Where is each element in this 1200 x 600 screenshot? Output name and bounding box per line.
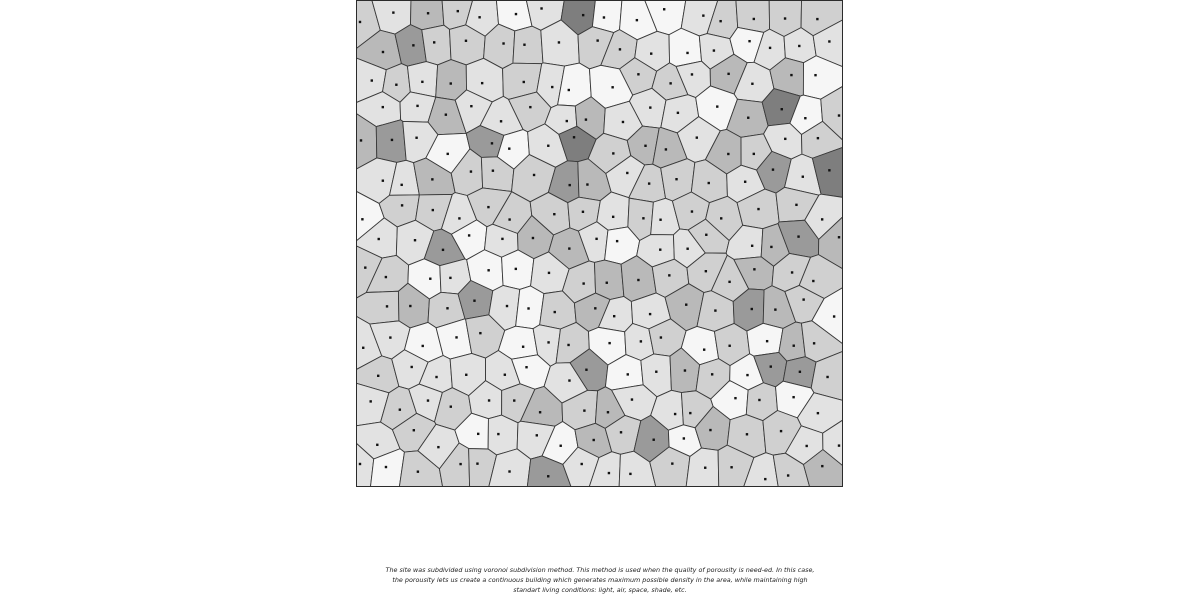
- site-point: [477, 433, 479, 435]
- site-point: [414, 239, 416, 241]
- site-point: [392, 11, 394, 13]
- site-point: [504, 374, 506, 376]
- site-point: [455, 336, 457, 338]
- site-point: [713, 49, 715, 51]
- site-point: [487, 269, 489, 271]
- site-point: [569, 184, 571, 186]
- site-point: [458, 217, 460, 219]
- site-point: [547, 145, 549, 147]
- site-point: [468, 234, 470, 236]
- site-point: [391, 139, 393, 141]
- site-point: [714, 309, 716, 311]
- site-point: [515, 268, 517, 270]
- site-point: [751, 83, 753, 85]
- site-point: [817, 137, 819, 139]
- site-point: [798, 45, 800, 47]
- site-point: [359, 21, 361, 23]
- site-point: [413, 429, 415, 431]
- site-point: [533, 174, 535, 176]
- site-point: [369, 400, 371, 402]
- site-point: [558, 41, 560, 43]
- site-point: [457, 10, 459, 12]
- voronoi-cell: [594, 260, 623, 299]
- site-point: [691, 73, 693, 75]
- site-point: [838, 114, 840, 116]
- site-point: [686, 52, 688, 54]
- site-point: [727, 73, 729, 75]
- site-point: [608, 472, 610, 474]
- site-point: [548, 272, 550, 274]
- site-point: [508, 470, 510, 472]
- site-point: [637, 279, 639, 281]
- site-point: [491, 142, 493, 144]
- site-point: [702, 14, 704, 16]
- site-point: [603, 16, 605, 18]
- site-point: [833, 315, 835, 317]
- site-point: [802, 176, 804, 178]
- site-point: [594, 307, 596, 309]
- site-point: [568, 247, 570, 249]
- site-point: [473, 300, 475, 302]
- site-point: [508, 147, 510, 149]
- site-point: [677, 112, 679, 114]
- voronoi-cell: [356, 291, 399, 324]
- site-point: [660, 336, 662, 338]
- site-point: [797, 235, 799, 237]
- site-point: [720, 217, 722, 219]
- site-point: [447, 153, 449, 155]
- site-point: [554, 311, 556, 313]
- voronoi-cell: [422, 25, 451, 65]
- site-point: [649, 313, 651, 315]
- site-point: [631, 398, 633, 400]
- site-point: [378, 238, 380, 240]
- site-point: [826, 376, 828, 378]
- site-point: [770, 246, 772, 248]
- site-point: [671, 462, 673, 464]
- site-point: [450, 82, 452, 84]
- site-point: [421, 81, 423, 83]
- site-point: [459, 463, 461, 465]
- site-point: [751, 245, 753, 247]
- site-point: [784, 138, 786, 140]
- site-point: [540, 7, 542, 9]
- site-point: [371, 79, 373, 81]
- site-point: [748, 40, 750, 42]
- site-point: [675, 178, 677, 180]
- site-point: [502, 42, 504, 44]
- site-point: [583, 409, 585, 411]
- site-point: [522, 346, 524, 348]
- site-point: [595, 238, 597, 240]
- site-point: [359, 463, 361, 465]
- site-point: [753, 18, 755, 20]
- site-point: [619, 48, 621, 50]
- site-point: [821, 218, 823, 220]
- site-point: [385, 276, 387, 278]
- site-point: [770, 365, 772, 367]
- site-point: [705, 234, 707, 236]
- site-point: [648, 182, 650, 184]
- site-point: [663, 8, 665, 10]
- site-point: [612, 216, 614, 218]
- site-point: [416, 105, 418, 107]
- site-point: [532, 237, 534, 239]
- site-point: [492, 169, 494, 171]
- site-point: [362, 347, 364, 349]
- site-point: [551, 86, 553, 88]
- site-point: [382, 106, 384, 108]
- site-point: [817, 412, 819, 414]
- site-point: [385, 466, 387, 468]
- site-point: [500, 120, 502, 122]
- site-point: [804, 117, 806, 119]
- site-point: [838, 444, 840, 446]
- site-point: [470, 105, 472, 107]
- site-point: [730, 466, 732, 468]
- site-point: [674, 413, 676, 415]
- site-point: [376, 444, 378, 446]
- site-point: [791, 271, 793, 273]
- site-point: [382, 51, 384, 53]
- site-point: [506, 305, 508, 307]
- site-point: [450, 405, 452, 407]
- voronoi-diagram: [356, 0, 843, 487]
- site-point: [691, 210, 693, 212]
- site-point: [553, 213, 555, 215]
- site-point: [659, 219, 661, 221]
- site-point: [795, 204, 797, 206]
- site-point: [582, 282, 584, 284]
- site-point: [487, 206, 489, 208]
- site-point: [650, 52, 652, 54]
- site-point: [636, 19, 638, 21]
- site-point: [649, 106, 651, 108]
- site-point: [412, 44, 414, 46]
- site-point: [685, 303, 687, 305]
- site-point: [758, 399, 760, 401]
- site-point: [582, 14, 584, 16]
- site-point: [515, 13, 517, 15]
- site-point: [705, 270, 707, 272]
- site-point: [792, 396, 794, 398]
- site-point: [465, 374, 467, 376]
- site-point: [497, 433, 499, 435]
- site-point: [613, 315, 615, 317]
- site-point: [445, 113, 447, 115]
- voronoi-cell: [488, 415, 518, 455]
- site-point: [399, 408, 401, 410]
- site-point: [669, 82, 671, 84]
- site-point: [727, 153, 729, 155]
- site-point: [567, 344, 569, 346]
- site-point: [608, 342, 610, 344]
- site-point: [790, 74, 792, 76]
- site-point: [637, 73, 639, 75]
- site-point: [644, 145, 646, 147]
- voronoi-cells: [356, 0, 843, 487]
- site-point: [449, 277, 451, 279]
- site-point: [479, 332, 481, 334]
- site-point: [734, 397, 736, 399]
- site-point: [513, 399, 515, 401]
- site-point: [668, 274, 670, 276]
- site-point: [709, 429, 711, 431]
- site-point: [470, 170, 472, 172]
- site-point: [465, 40, 467, 42]
- site-point: [655, 371, 657, 373]
- site-point: [409, 305, 411, 307]
- site-point: [427, 12, 429, 14]
- site-point: [813, 342, 815, 344]
- site-point: [364, 266, 366, 268]
- site-point: [780, 430, 782, 432]
- site-point: [539, 411, 541, 413]
- site-point: [501, 238, 503, 240]
- site-point: [719, 20, 721, 22]
- site-point: [607, 411, 609, 413]
- voronoi-cell: [736, 0, 770, 32]
- site-point: [708, 182, 710, 184]
- site-point: [689, 412, 691, 414]
- site-point: [433, 41, 435, 43]
- site-point: [751, 308, 753, 310]
- site-point: [686, 248, 688, 250]
- site-point: [429, 278, 431, 280]
- voronoi-cell: [502, 250, 534, 290]
- site-point: [659, 248, 661, 250]
- site-point: [747, 117, 749, 119]
- site-point: [838, 236, 840, 238]
- voronoi-cell: [411, 0, 444, 30]
- site-point: [431, 178, 433, 180]
- site-point: [442, 249, 444, 251]
- site-point: [395, 84, 397, 86]
- site-point: [432, 209, 434, 211]
- site-point: [696, 136, 698, 138]
- site-point: [422, 345, 424, 347]
- site-point: [766, 340, 768, 342]
- site-point: [781, 108, 783, 110]
- site-point: [665, 148, 667, 150]
- site-point: [716, 105, 718, 107]
- site-point: [744, 181, 746, 183]
- voronoi-cell: [513, 26, 543, 64]
- site-point: [389, 336, 391, 338]
- site-point: [593, 439, 595, 441]
- site-point: [536, 434, 538, 436]
- site-point: [784, 17, 786, 19]
- voronoi-cell: [747, 323, 783, 356]
- site-point: [622, 121, 624, 123]
- site-point: [828, 169, 830, 171]
- site-point: [400, 184, 402, 186]
- site-point: [612, 152, 614, 154]
- site-point: [828, 40, 830, 42]
- site-point: [568, 89, 570, 91]
- site-point: [596, 39, 598, 41]
- site-point: [481, 82, 483, 84]
- site-point: [772, 168, 774, 170]
- site-point: [527, 307, 529, 309]
- site-point: [816, 18, 818, 20]
- site-point: [361, 218, 363, 220]
- site-point: [683, 437, 685, 439]
- site-point: [525, 366, 527, 368]
- site-point: [704, 467, 706, 469]
- site-point: [814, 74, 816, 76]
- site-point: [799, 371, 801, 373]
- site-point: [764, 478, 766, 480]
- voronoi-cell: [407, 62, 437, 98]
- site-point: [616, 240, 618, 242]
- site-point: [560, 445, 562, 447]
- site-point: [606, 282, 608, 284]
- site-point: [640, 340, 642, 342]
- site-point: [435, 376, 437, 378]
- site-point: [386, 305, 388, 307]
- site-point: [401, 204, 403, 206]
- site-point: [821, 465, 823, 467]
- diagram-caption: The site was subdivided using voronoi subdivision method. This method is used when the quality of porousity is need-ed. In this case, the porousity lets us create a continuous building which generates maximum possible density in the area, while maintaining high standart living conditions: light, air, space, shade, etc.: [385, 566, 815, 594]
- site-point: [377, 375, 379, 377]
- site-point: [642, 217, 644, 219]
- site-point: [812, 280, 814, 282]
- site-point: [415, 137, 417, 139]
- site-point: [611, 86, 613, 88]
- site-point: [581, 463, 583, 465]
- site-point: [653, 439, 655, 441]
- site-point: [753, 268, 755, 270]
- site-point: [586, 183, 588, 185]
- site-point: [478, 16, 480, 18]
- site-point: [684, 369, 686, 371]
- site-point: [488, 399, 490, 401]
- site-point: [547, 475, 549, 477]
- site-point: [360, 139, 362, 141]
- site-point: [523, 81, 525, 83]
- site-point: [774, 308, 776, 310]
- site-point: [703, 348, 705, 350]
- site-point: [585, 369, 587, 371]
- site-point: [508, 218, 510, 220]
- site-point: [411, 366, 413, 368]
- site-point: [529, 106, 531, 108]
- site-point: [626, 172, 628, 174]
- site-point: [568, 379, 570, 381]
- site-point: [746, 374, 748, 376]
- site-point: [753, 153, 755, 155]
- site-point: [476, 462, 478, 464]
- site-point: [627, 373, 629, 375]
- site-point: [620, 431, 622, 433]
- site-point: [711, 373, 713, 375]
- site-point: [585, 118, 587, 120]
- site-point: [802, 298, 804, 300]
- site-point: [746, 433, 748, 435]
- site-point: [787, 474, 789, 476]
- site-point: [382, 179, 384, 181]
- site-point: [805, 445, 807, 447]
- site-point: [769, 47, 771, 49]
- site-point: [629, 473, 631, 475]
- site-point: [582, 211, 584, 213]
- site-point: [566, 120, 568, 122]
- site-point: [793, 344, 795, 346]
- site-point: [523, 44, 525, 46]
- site-point: [437, 446, 439, 448]
- site-point: [417, 470, 419, 472]
- site-point: [757, 208, 759, 210]
- voronoi-cell-map: [356, 0, 843, 487]
- site-point: [446, 307, 448, 309]
- site-point: [728, 281, 730, 283]
- site-point: [427, 399, 429, 401]
- site-point: [573, 136, 575, 138]
- site-point: [547, 341, 549, 343]
- site-point: [728, 345, 730, 347]
